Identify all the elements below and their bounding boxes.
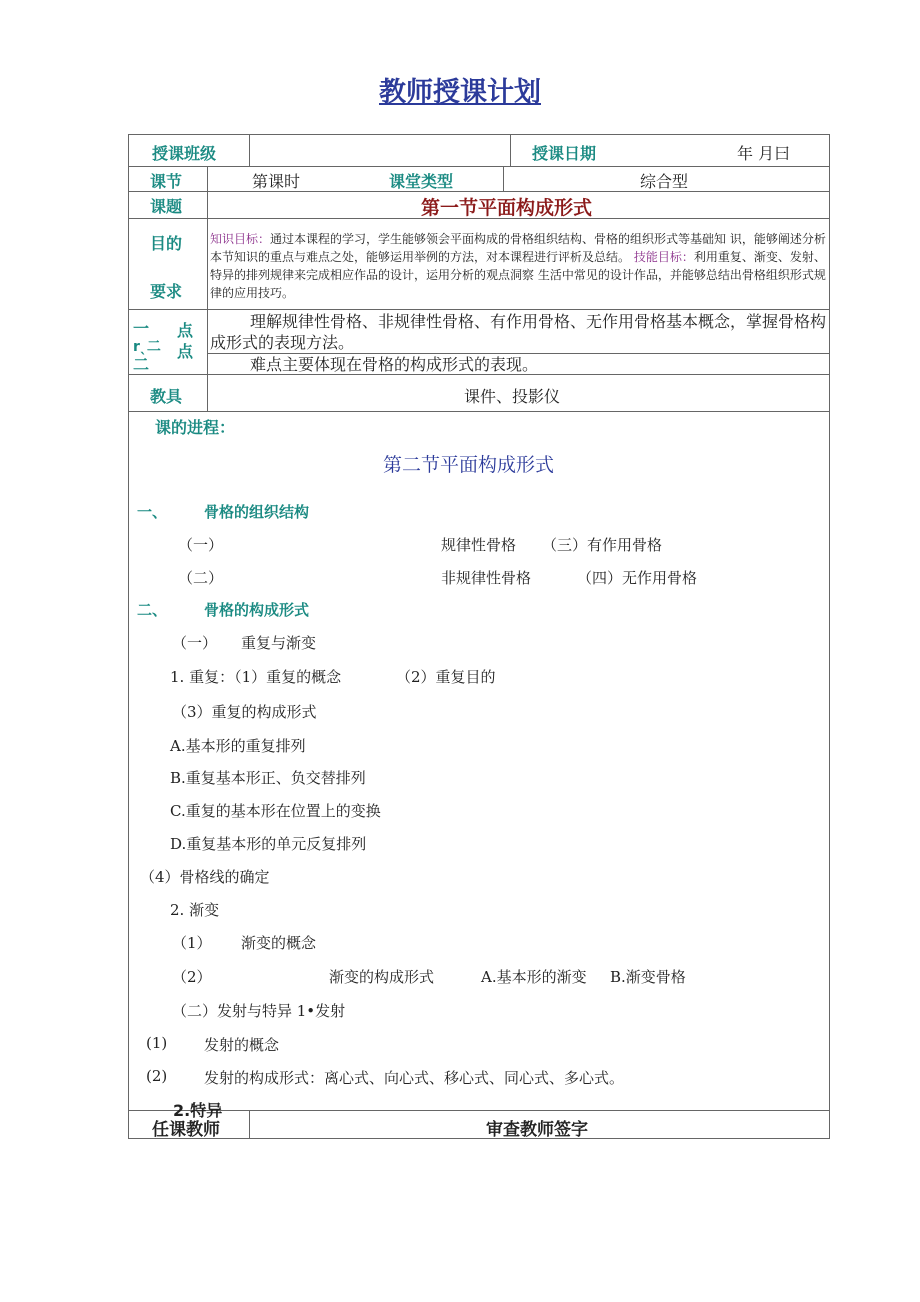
line-11c: A.基本形的渐变 xyxy=(481,968,587,986)
page-title: 教师授课计划 xyxy=(379,77,541,108)
class-label: 授课班级 xyxy=(152,144,217,163)
date-value: 年 月曰 xyxy=(737,144,791,163)
line-3: （3）重复的构成形式 xyxy=(172,703,317,721)
kp-label-e: 二 xyxy=(133,355,150,374)
s1-title: 骨格的组织结构 xyxy=(204,503,310,521)
line-2b: （2）重复目的 xyxy=(396,668,496,686)
process-label: 课的进程： xyxy=(155,418,236,437)
process-heading: 第二节平面构成形式 xyxy=(383,454,555,476)
s1-b2: 非规律性骨格 xyxy=(441,569,532,587)
line-11b: 渐变的构成形式 xyxy=(329,968,435,986)
line-7: D.重复基本形的单元反复排列 xyxy=(170,835,367,853)
tools-label: 教具 xyxy=(150,387,183,406)
kp-label-d: 点 xyxy=(177,342,194,361)
line-11d: B.渐变骨格 xyxy=(610,968,686,986)
s1-b3: （四）无作用骨格 xyxy=(577,569,698,587)
line-14b: 发射的构成形式：离心式、向心式、移心式、同心式、多心式。 xyxy=(204,1069,625,1087)
topic-label: 课题 xyxy=(150,197,183,216)
line-8: （4）骨格线的确定 xyxy=(140,868,270,886)
section-label: 课节 xyxy=(150,172,183,191)
goal-label-2: 要求 xyxy=(150,282,183,301)
line-9: 2. 渐变 xyxy=(170,901,220,919)
topic-value: 第一节平面构成形式 xyxy=(421,197,593,219)
kp-label-a: 一 xyxy=(133,319,150,338)
line-12: （二）发射与特异 1•发射 xyxy=(172,1002,346,1020)
kp-label-b: 点 xyxy=(177,321,194,340)
knowledge-goal-text: 通过本课程的学习，学生能够领会平面构成的骨格组织结构、骨格的组织形式等基础知 识，能够阐述分析本节知识的重点与难点之处，能够运用举例的方法，对本课程进行评析及总结。 xyxy=(210,232,826,264)
line-13b: 发射的概念 xyxy=(204,1036,280,1054)
goal-text xyxy=(210,230,826,302)
line-4: A.基本形的重复排列 xyxy=(170,737,306,755)
tools-value: 课件、投影仪 xyxy=(464,387,561,406)
s2-num: 二、 xyxy=(137,601,168,619)
line-5: B.重复基本形正、负交替排列 xyxy=(170,769,366,787)
line-10b: 渐变的概念 xyxy=(241,934,317,952)
line-1a: （一） xyxy=(172,634,218,652)
kp-label-c: rˎ二 xyxy=(133,339,161,355)
s1-a1: （一） xyxy=(178,536,224,554)
line-13a: (1) xyxy=(146,1034,168,1052)
s1-num: 一、 xyxy=(137,503,168,521)
section-value: 第课时 xyxy=(252,172,301,191)
key-point: 理解规律性骨格、非规律性骨格、有作用骨格、无作用骨格基本概念，掌握骨格构成形式的表现方法。 xyxy=(210,312,827,352)
difficult-point: 难点主要体现在骨格的构成形式的表现。 xyxy=(250,355,539,374)
line-15: 2.特异 xyxy=(173,1101,223,1120)
s2-title: 骨格的构成形式 xyxy=(204,601,310,619)
s1-a3: （三）有作用骨格 xyxy=(542,536,663,554)
line-10a: （1） xyxy=(172,934,212,952)
line-11a: （2） xyxy=(172,968,212,986)
knowledge-goal-tag: 知识目标： xyxy=(210,232,271,246)
review-label: 审查教师签字 xyxy=(486,1120,588,1140)
type-value: 综合型 xyxy=(640,172,689,191)
type-label: 课堂类型 xyxy=(389,172,454,191)
skill-goal-text: 利用重复、渐变、发射、特异的排列规律来完成相应作品的设计，运用分析的观点洞察 生活中常见的设计作品，并能够总结出骨格组织形式规律的应用技巧。 xyxy=(210,250,826,300)
date-label: 授课日期 xyxy=(532,144,597,163)
line-14a: (2) xyxy=(146,1067,168,1085)
cut-line-wrap xyxy=(129,1096,829,1120)
s1-a2: 规律性骨格 xyxy=(441,536,517,554)
line-6: C.重复的基本形在位置上的变换 xyxy=(170,802,381,820)
line-1b: 重复与渐变 xyxy=(241,634,317,652)
goal-label-1: 目的 xyxy=(150,234,183,253)
line-2a: 1. 重复：（1）重复的概念 xyxy=(170,668,342,686)
skill-goal-tag: 技能目标： xyxy=(633,250,694,264)
s1-b1: （二） xyxy=(178,569,224,587)
teacher-label: 任课教师 xyxy=(152,1120,220,1140)
